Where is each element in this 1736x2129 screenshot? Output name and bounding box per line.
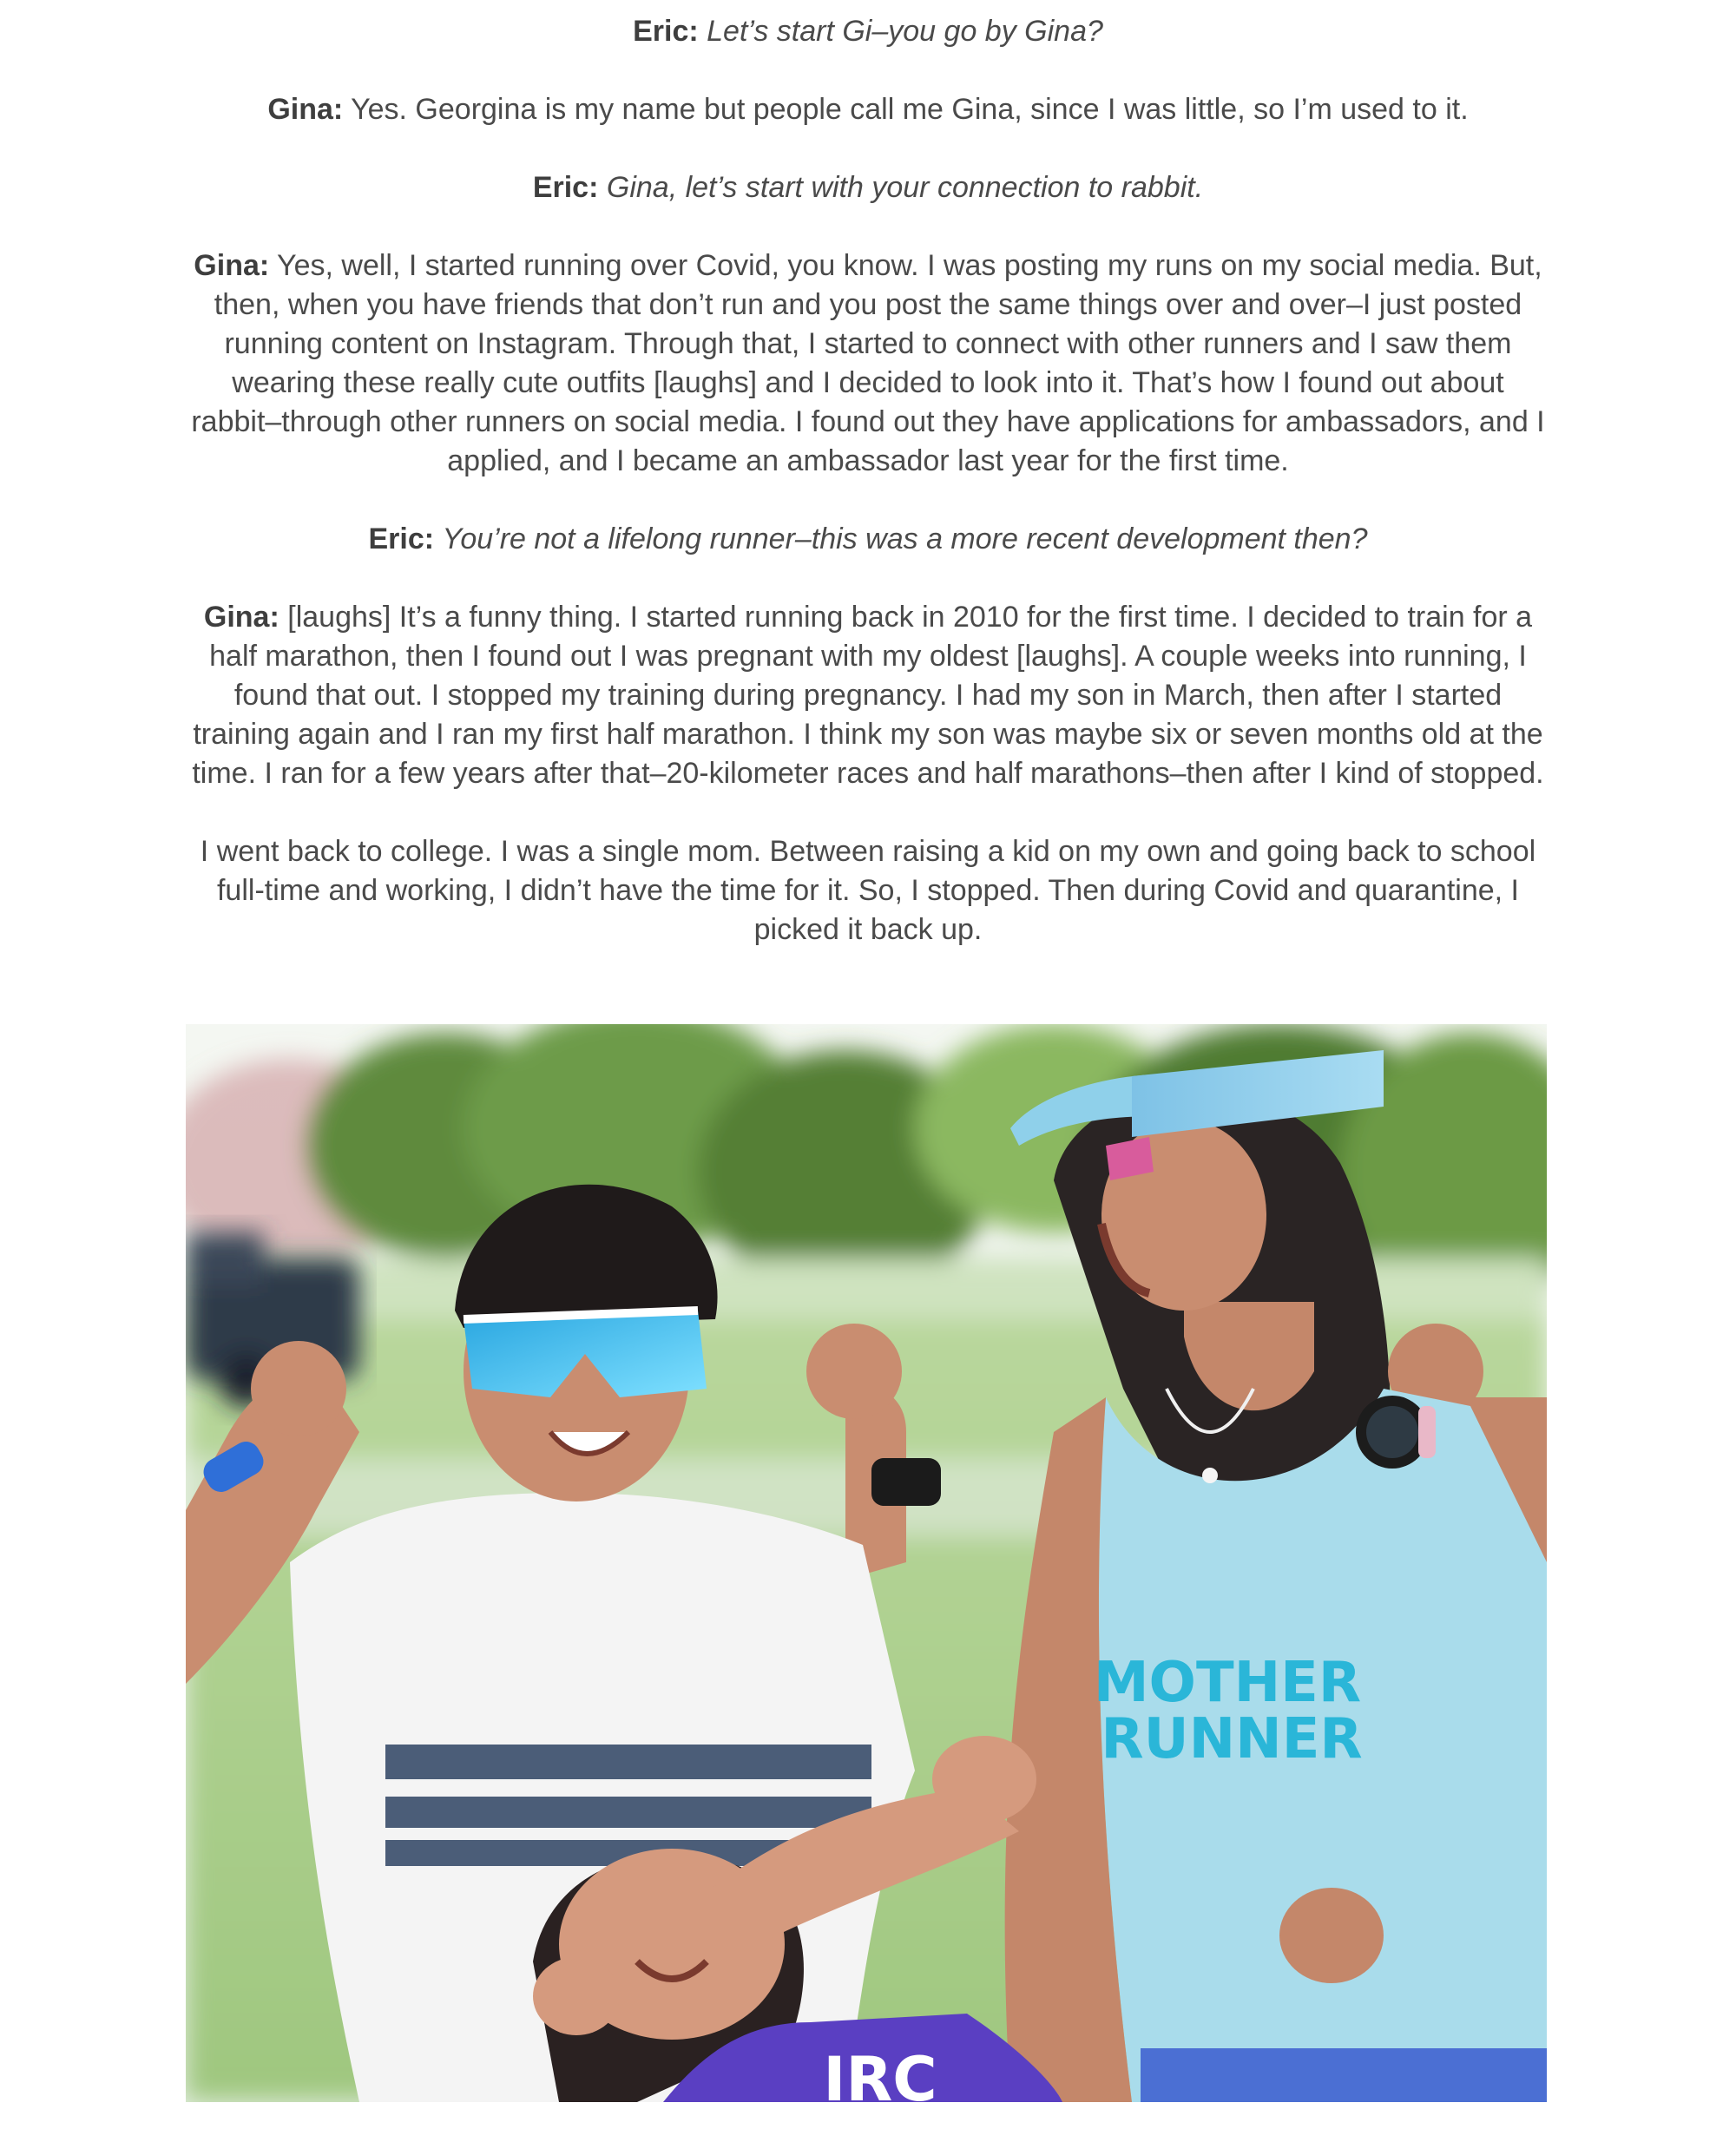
family-flexing-photo <box>186 1024 1547 2102</box>
transcript-line-7 <box>187 832 1549 950</box>
interview-transcript <box>187 12 1549 989</box>
tank-top-text-2: RUNNER <box>1101 1707 1363 1771</box>
transcript-line-4 <box>187 246 1549 481</box>
answer-text: Yes. Georgina is my name but people call me Gina, since I was little, so I’m used to it. <box>351 93 1469 126</box>
speaker-label: Gina: <box>267 93 344 126</box>
transcript-line-1 <box>187 12 1549 51</box>
tank-top-text-1: MOTHER <box>1093 1651 1362 1715</box>
answer-text: Yes, well, I started running over Covid, you know. I was posting my runs on my social media. But, then, when you have friends that don’t run and you post the same things over and over–I just posted running content on Instagram. Through that, I started to connect with other runners and I saw them wearing these really cute outfits [laughs] and I decided to look into it. That’s how I found out about rabbit–through other runners on social media. I found out they have applications for ambassadors, and I applied, and I became an ambassador last year for the first time. <box>191 249 1545 477</box>
speaker-label: Gina: <box>203 601 279 634</box>
answer-text: [laughs] It’s a funny thing. I started running back in 2010 for the first time. I decided to train for a half marathon, then I found out I was pregnant with my oldest [laughs]. A couple weeks into running, I found that out. I stopped my training during pregnancy. I had my son in March, then after I started training again and I ran my first half marathon. I think my son was maybe six or seven months old at the time. I ran for a few years after that–20-kilometer races and half marathons–then after I kind of stopped. <box>192 601 1544 790</box>
jersey-text: IRC <box>823 2044 937 2102</box>
transcript-line-2 <box>187 90 1549 129</box>
speaker-label: Eric: <box>532 171 599 204</box>
question-text: You’re not a lifelong runner–this was a more recent development then? <box>442 522 1368 555</box>
speaker-label: Eric: <box>633 15 699 48</box>
transcript-line-6 <box>187 598 1549 793</box>
speaker-label: Eric: <box>368 522 435 555</box>
speaker-label: Gina: <box>194 249 270 282</box>
question-text: Let’s start Gi–you go by Gina? <box>707 15 1103 48</box>
answer-text: I went back to college. I was a single mom. Between raising a kid on my own and going back to school full-time and working, I didn’t have the time for it. So, I stopped. Then during Covid and quarantine, I picked it back up. <box>200 835 1536 946</box>
transcript-line-5 <box>187 520 1549 559</box>
question-text: Gina, let’s start with your connection to rabbit. <box>606 171 1204 204</box>
transcript-line-3 <box>187 168 1549 207</box>
